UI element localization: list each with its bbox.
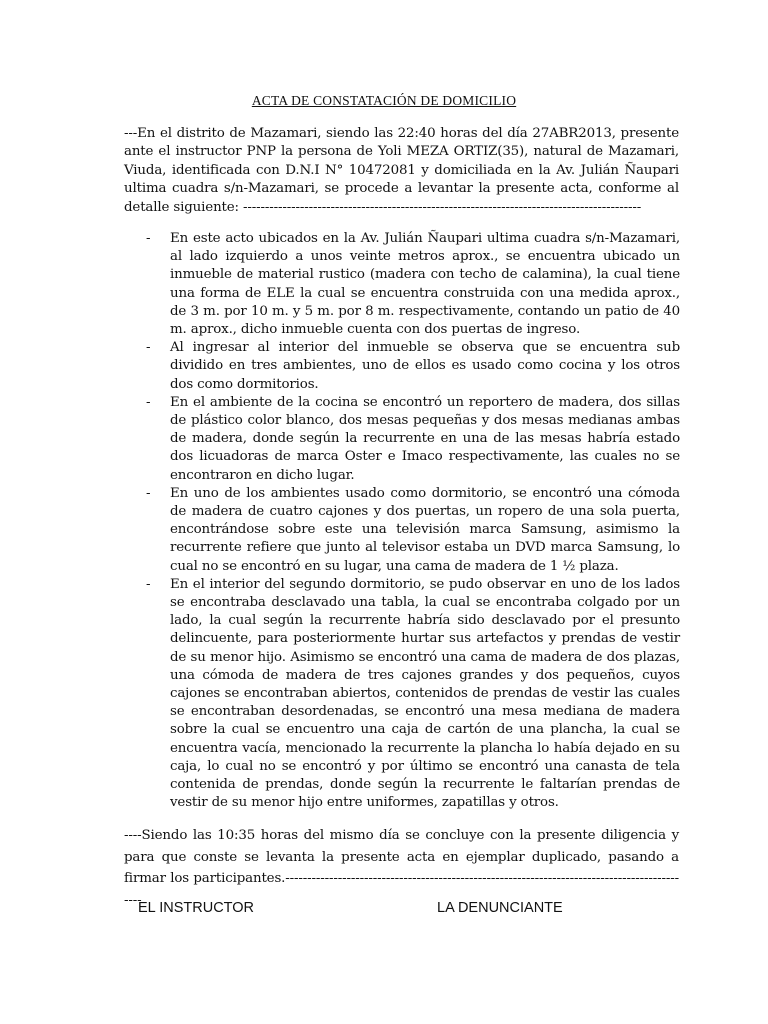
list-item (146, 576, 680, 813)
bullet-dash: - (146, 576, 151, 592)
list-item (146, 339, 680, 394)
list-item (146, 394, 680, 485)
bullet-dash: - (146, 231, 151, 246)
closing-paragraph: ----Siendo las 10:35 horas del mismo día se concluye con la presente diligencia y para que conste se levanta la presente acta en ejemplar duplicado, pasando a firmar los participantes.---------------------------------------------------------------------------------------------- (124, 828, 679, 908)
bullet-dash: - (146, 394, 151, 410)
list-item (146, 485, 680, 576)
document-title: ACTA DE CONSTATACIÓN DE DOMICILIO (251, 93, 517, 108)
signature-denunciante: LA DENUNCIANTE (437, 900, 563, 916)
bullet-dash: - (146, 340, 151, 356)
signature-instructor: EL INSTRUCTOR (138, 900, 255, 916)
list-item-text: En el interior del segundo dormitorio, se pudo observar en uno de los lados se encontraba desclavado una tabla, la cual se encontraba colgado por un lado, la cual según la recurrente habría sido desclavado por el presunto delincuente, para posteriormente hurtar sus artefactos y prendas de vestir de su menor hijo. Asimismo se encontró una cama de madera de dos plazas, una cómoda de madera de tres cajones grandes y dos pequeños, cuyos cajones se encontraban abiertos, contenidos de prendas de vestir las cuales se encontraban desordenadas, se encontró una mesa mediana de madera sobre la cual se encuentro una caja de cartón de una plancha, la cual se encuentra vacía, mencionado la recurrente la plancha lo había dejado en su caja, lo cual no se encontró y por último se encontró una canasta de tela contenida de prendas, donde según la recurrente le faltarían prendas de vestir de su menor hijo entre uniformes, zapatillas y otros. (170, 576, 680, 811)
bullet-dash: - (146, 485, 151, 501)
list-item-text: En este acto ubicados en la Av. Julián Ñaupari ultima cuadra s/n-Mazamari, al lado izquierdo a unos veinte metros aprox., se encuentra ubicado un inmueble de material rustico (madera con techo de calamina), la cual tiene una forma de ELE la cual se encuentra construida con una medida aprox., de 3 m. por 10 m. y 5 m. por 8 m. respectivamente, contando un patio de 40 m. aprox., dicho inmueble cuenta con dos puertas de ingreso. (170, 231, 680, 338)
findings-list (146, 230, 680, 813)
list-item (146, 230, 680, 339)
intro-paragraph: ---En el distrito de Mazamari, siendo las 22:40 horas del día 27ABR2013, presente ante el instructor PNP la persona de Yoli MEZA ORTIZ(35), natural de Mazamari, Viuda, identificada con D.N.I N° 10472081 y domiciliada en la Av. Julián Ñaupari ultima cuadra s/n-Mazamari, se procede a levantar la presente acta, conforme al detalle siguiente: ------------------------------------------------------------------------------------------- (124, 126, 679, 215)
list-item-text: En el ambiente de la cocina se encontró un reportero de madera, dos sillas de plástico color blanco, dos mesas pequeñas y dos mesas medianas ambas de madera, donde según la recurrente en una de las mesas habría estado dos licuadoras de marca Oster e Imaco respectivamente, las cuales no se encontraron en dicho lugar. (170, 394, 680, 483)
list-item-text: Al ingresar al interior del inmueble se observa que se encuentra sub dividido en tres ambientes, uno de ellos es usado como cocina y los otros dos como dormitorios. (170, 340, 680, 392)
list-item-text: En uno de los ambientes usado como dormitorio, se encontró una cómoda de madera de cuatro cajones y dos puertas, un ropero de una sola puerta, encontrándose sobre este una televisión marca Samsung, asimismo la recurrente refiere que junto al televisor estaba un DVD marca Samsung, lo cual no se encontró en su lugar, una cama de madera de 1 ½ plaza. (170, 485, 680, 574)
